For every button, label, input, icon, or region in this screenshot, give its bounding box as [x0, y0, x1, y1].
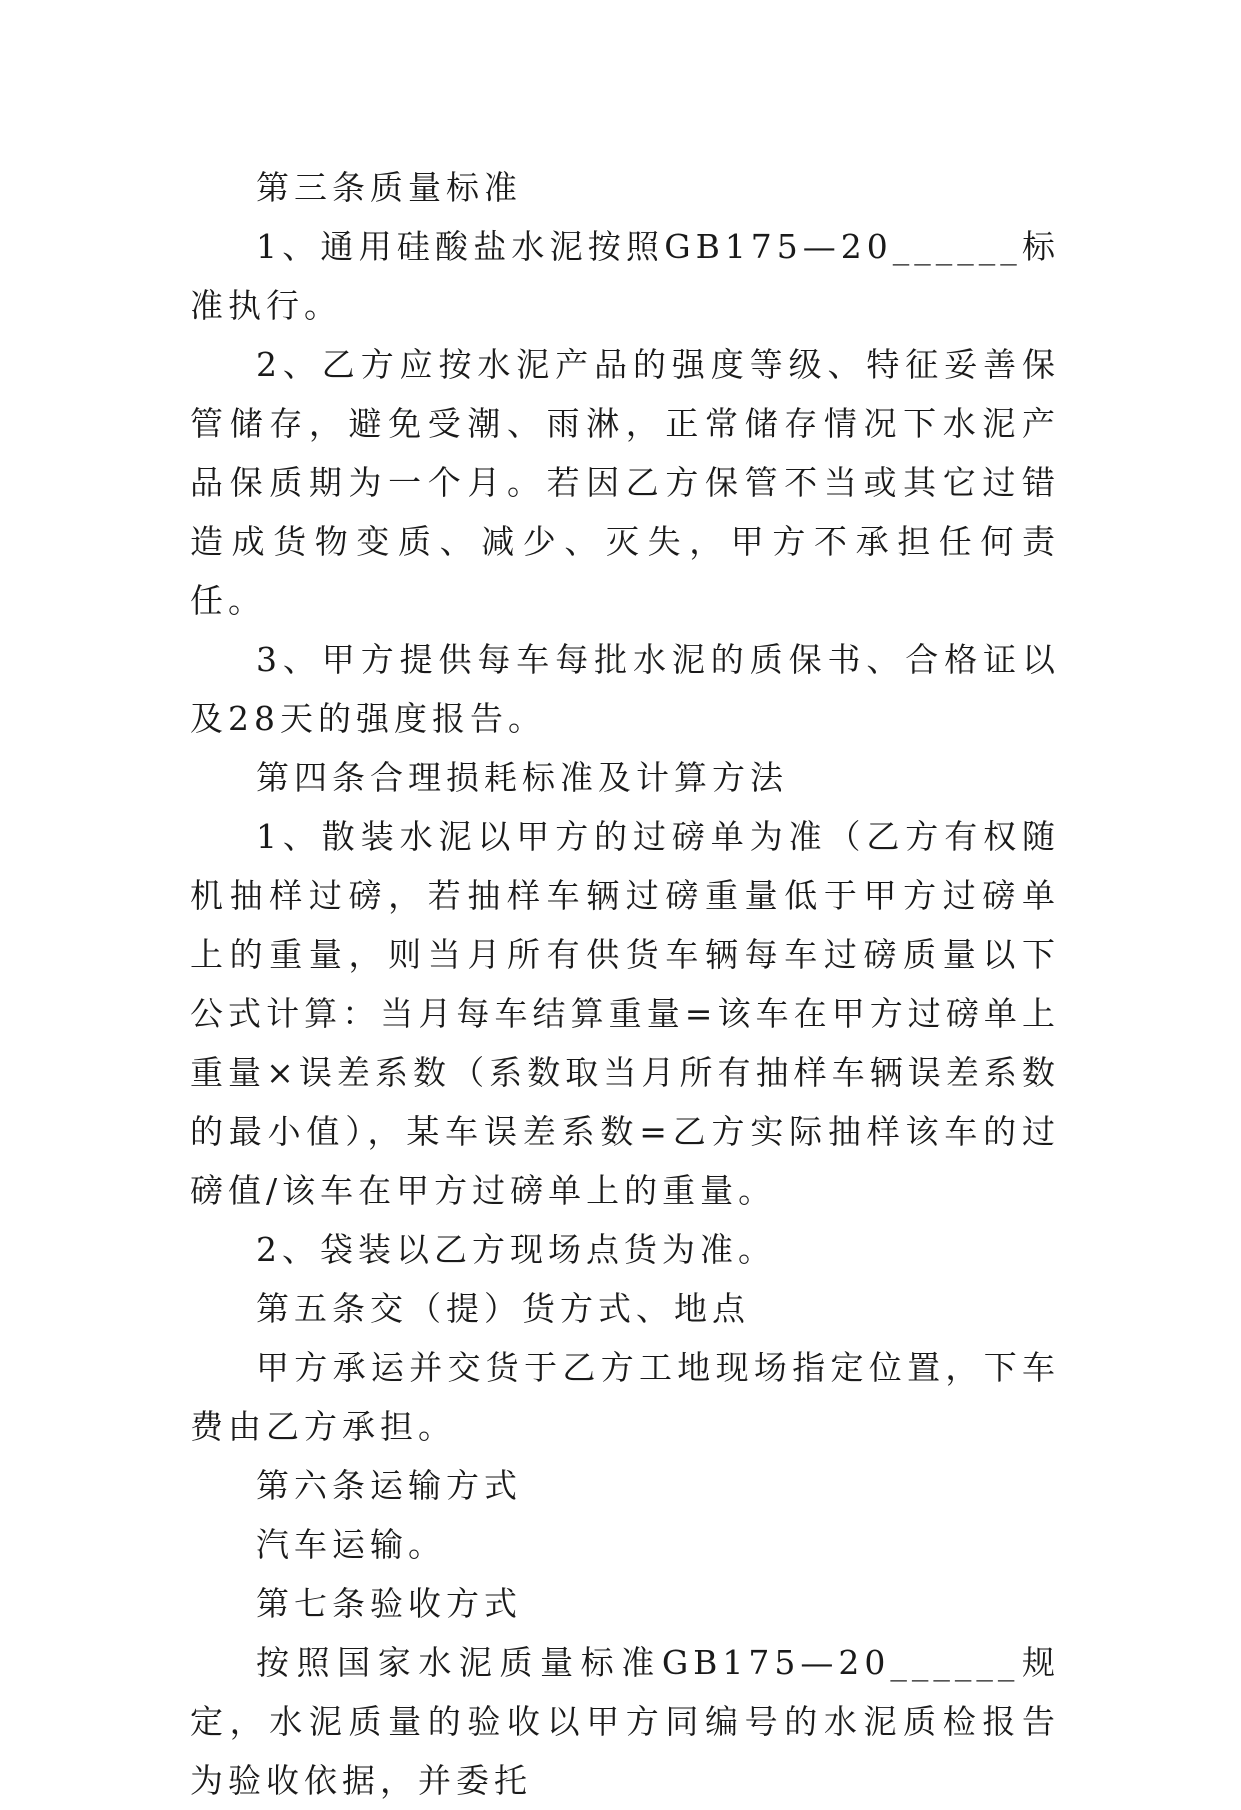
section-heading-3: 第三条质量标准: [256, 168, 522, 207]
clause-5-body: 甲方承运并交货于乙方工地现场指定位置，下车费由乙方承担。: [190, 1348, 1060, 1446]
section-heading-6: 第六条运输方式: [256, 1466, 522, 1505]
clause-4-1: 1、散装水泥以甲方的过磅单为准（乙方有权随机抽样过磅，若抽样车辆过磅重量低于甲方过磅单上的重量，则当月所有供货车辆每车过磅质量以下公式计算：当月每车结算重量=该车在甲方过磅单上重量×误差系数（系数取当月所有抽样车辆误差系数的最小值），某车误差系数=乙方实际抽样该车的过磅值/该车在甲方过磅单上的重量。: [190, 817, 1060, 1210]
section-heading-5: 第五条交（提）货方式、地点: [256, 1289, 750, 1328]
document-body: [190, 158, 1060, 1810]
clause-6-body: 汽车运输。: [256, 1525, 446, 1564]
clause-3-2: 2、乙方应按水泥产品的强度等级、特征妥善保管储存，避免受潮、雨淋，正常储存情况下水泥产品保质期为一个月。若因乙方保管不当或其它过错造成货物变质、减少、灭失，甲方不承担任何责任。: [190, 345, 1060, 620]
clause-3-3: 3、甲方提供每车每批水泥的质保书、合格证以及28天的强度报告。: [190, 640, 1060, 738]
clause-3-1: 1、通用硅酸盐水泥按照GB175—20______标准执行。: [190, 227, 1060, 325]
section-heading-4: 第四条合理损耗标准及计算方法: [256, 758, 788, 797]
clause-7-body: 按照国家水泥质量标准GB175—20______规定，水泥质量的验收以甲方同编号的水泥质检报告为验收依据，并委托: [190, 1643, 1060, 1800]
clause-4-2: 2、袋装以乙方现场点货为准。: [256, 1230, 776, 1269]
section-heading-7: 第七条验收方式: [256, 1584, 522, 1623]
